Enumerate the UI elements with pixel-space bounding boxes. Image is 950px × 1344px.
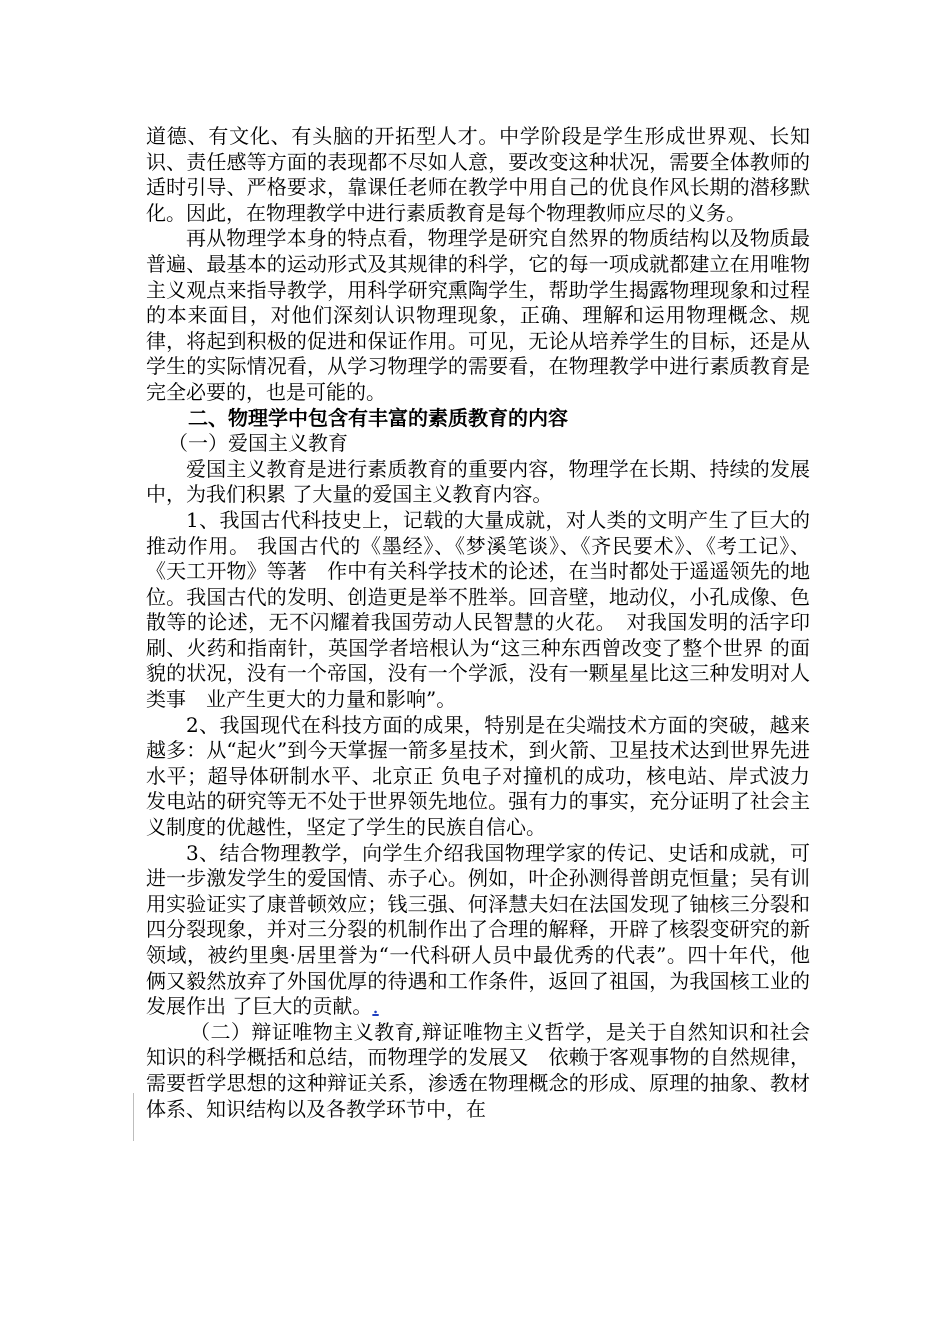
paragraph-modern-achievements: 2、我国现代在科技方面的成果，特别是在尖端技术方面的突破，越来越多：从“起火”到今天掌握一箭多星技术，到火箭、卫星技术达到世界先进水平；超导体研制水平、北京正 负电子对撞机的成功，核电站、岸式波力发电站的研究等无不处于世界领先地位。强有力的事实，充分证明了社会主义制度的优越性，坚定了学生的民族自信心。: [146, 712, 810, 840]
paragraph-patriotism-intro: 爱国主义教育是进行素质教育的重要内容，物理学在长期、持续的发展中，为我们积累 了大量的爱国主义教育内容。: [146, 456, 810, 507]
section-heading-2: 二、物理学中包含有丰富的素质教育的内容: [188, 405, 568, 430]
document-body: [146, 124, 810, 1122]
paragraph-intro-continued: 道德、有文化、有头脑的开拓型人才。中学阶段是学生形成世界观、长知识、责任感等方面的表现都不尽如人意，要改变这种状况，需要全体教师的适时引导、严格要求，靠课任老师在教学中用自己的优良作风长期的潜移默化。因此，在物理教学中进行素质教育是每个物理教师应尽的义务。: [146, 124, 810, 225]
physicists-text: 3、结合物理教学，向学生介绍我国物理学家的传记、史话和成就，可进一步激发学生的爱国情、赤子心。例如，叶企孙测得普朗克恒量；吴有训用实验证实了康普顿效应；钱三强、何泽慧夫妇在法国发现了铀核三分裂和四分裂现象，并对三分裂的机制作出了合理的解释，开辟了核裂变研究的新领域，被约里奥·居里誉为“一代科研人员中最优秀的代表”。四十年代，他俩又毅然放弃了外国优厚的待遇和工作条件，返回了祖国，为我国核工业的发展作出 了巨大的贡献。: [146, 840, 810, 1019]
subsection-dialectical-materialism: （二）辩证唯物主义教育,辩证唯物主义哲学，是关于自然知识和社会知识的科学概括和总结，而物理学的发展又 依赖于客观事物的自然规律，需要哲学思想的这种辩证关系，渗透在物理概念的形成、原理的抽象、教材体系、知识结构以及各教学环节中，在: [146, 1019, 810, 1121]
paragraph-physicists: [146, 841, 810, 1020]
subsection-heading-patriotism: （一）爱国主义教育: [168, 431, 348, 456]
revision-margin-bar: [133, 1093, 134, 1141]
paragraph-ancient-science: 1、我国古代科技史上，记载的大量成就，对人类的文明产生了巨大的推动作用。 我国古代的《墨经》、《梦溪笔谈》、《齐民要术》、《考工记》、《天工开物》等著 作中有关科学技术的论述，在当时都处于遥遥领先的地位。我国古代的发明、创造更是举不胜举。回音壁，地动仪，小孔成像、色散等的论述，无不闪耀着我国劳动人民智慧的火花。 对我国发明的活字印刷、火药和指南针，英国学者培根认为“这三种东西曾改变了整个世界 的面貌的状况，没有一个帝国，没有一个学派，没有一颗星星比这三种发明对人类事 业产生更大的力量和影响”。: [146, 507, 810, 712]
hyperlink-dot[interactable]: .: [372, 994, 379, 1019]
paragraph-physics-features: 再从物理学本身的特点看，物理学是研究自然界的物质结构以及物质最普遍、最基本的运动形式及其规律的科学，它的每一项成就都建立在用唯物主义观点来指导教学，用科学研究熏陶学生，帮助学生揭露物理现象和过程的本来面目，对他们深刻认识物理现象，正确、理解和运用物理概念、规律，将起到积极的促进和保证作用。可见，无论从培养学生的目标，还是从学生的实际情况看，从学习物理学的需要看，在物理教学中进行素质教育是完全必要的，也是可能的。: [146, 226, 810, 404]
